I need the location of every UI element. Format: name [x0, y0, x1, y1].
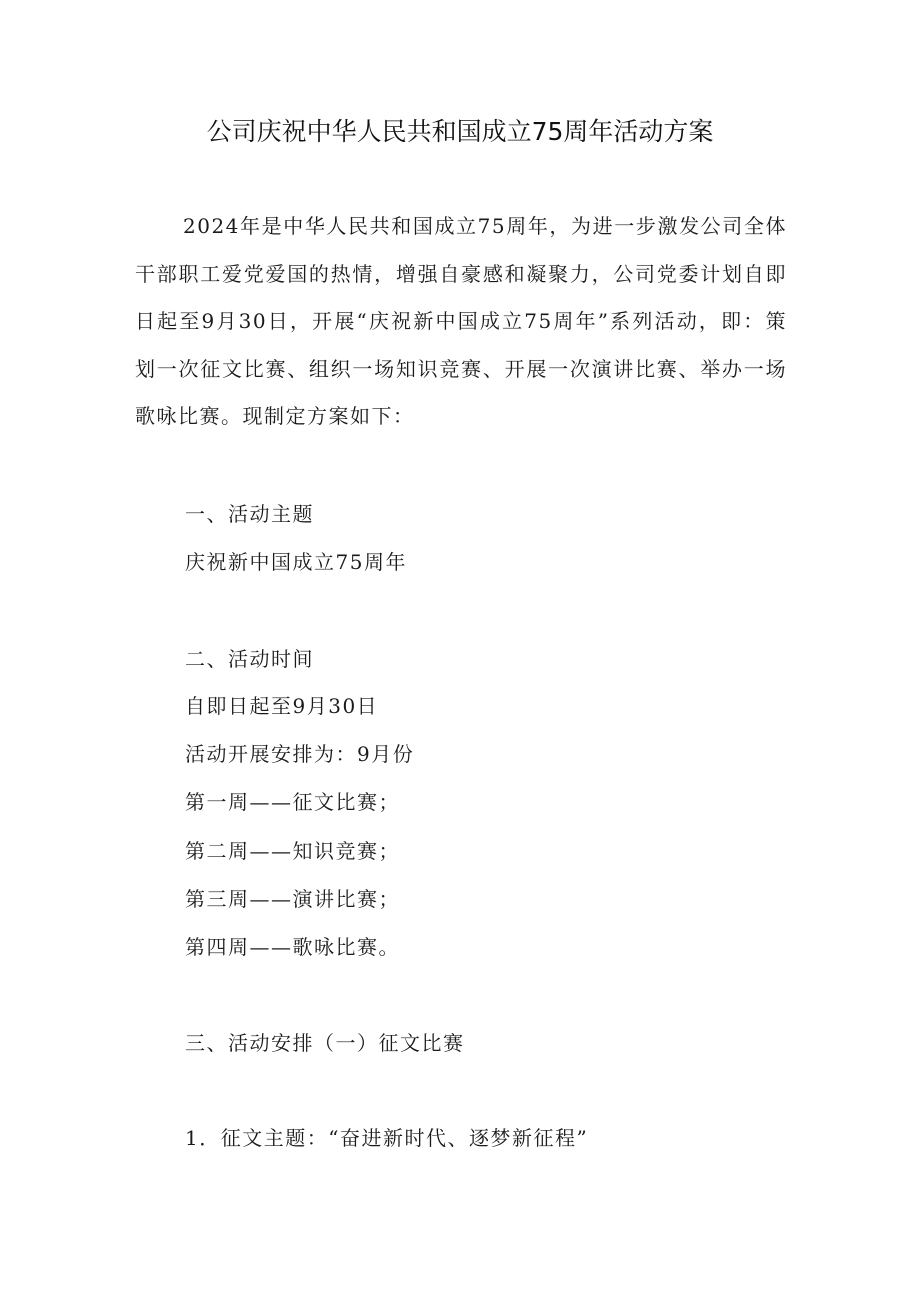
document-title: 公司庆祝中华人民共和国成立75周年活动方案: [206, 117, 714, 146]
week-2-item: 第二周——知识竞赛；: [185, 839, 400, 863]
intro-paragraph: 2024年是中华人民共和国成立75周年，为进一步激发公司全体干部职工爱党爱国的热情，增强自豪感和凝聚力，公司党委计划自即日起至9月30日，开展“庆祝新中国成立75周年”系列活动，即：策划一次征文比赛、组织一场知识竞赛、开展一次演讲比赛、举办一场歌咏比赛。现制定方案如下：: [135, 214, 787, 428]
section1-content: 庆祝新中国成立75周年: [185, 550, 407, 574]
section2-schedule-label: 活动开展安排为：9月份: [185, 742, 415, 766]
week-3-item: 第三周——演讲比赛；: [185, 887, 400, 911]
section2-period: 自即日起至9月30日: [185, 694, 379, 718]
section3-item1: 1．征文主题：“奋进新时代、逐梦新征程”: [185, 1126, 589, 1150]
section1-heading: 一、活动主题: [185, 502, 314, 526]
section2-heading: 二、活动时间: [185, 647, 314, 671]
week-1-item: 第一周——征文比赛；: [185, 790, 400, 814]
section3-heading: 三、活动安排（一）征文比赛: [185, 1031, 465, 1055]
week-4-item: 第四周——歌咏比赛。: [185, 935, 400, 959]
